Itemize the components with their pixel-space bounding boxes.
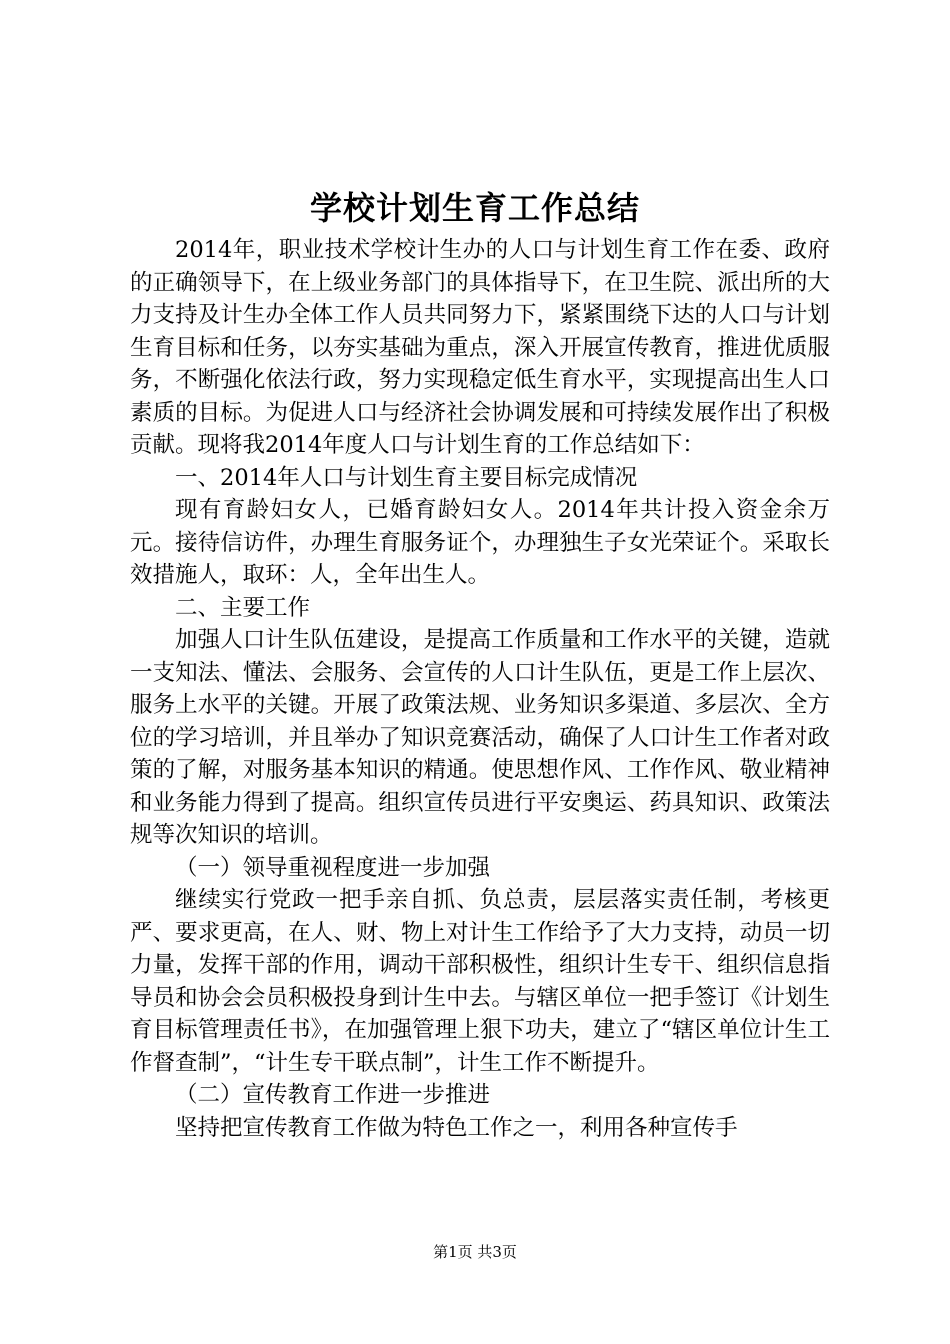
document-body <box>130 234 830 1144</box>
document-title: 学校计划生育工作总结 <box>309 189 640 227</box>
section-heading-goals: 一、2014年人口与计划生育主要目标完成情况 <box>175 464 638 491</box>
paragraph-intro: 2014年，职业技术学校计生办的人口与计划生育工作在委、政府的正确领导下，在上级业务部门的具体指导下，在卫生院、派出所的大力支持及计生办全体工作人员共同努力下，紧紧围绕下达的人口与计划生育目标和任务，以夯实基础为重点，深入开展宣传教育，推进优质服务，不断强化依法行政，努力实现稳定低生育水平，实现提高出生人口素质的目标。为促进人口与经济社会协调发展和可持续发展作出了积极贡献。现将我2014年度人口与计划生育的工作总结如下： <box>130 237 830 458</box>
paragraph-goals: 现有育龄妇女人，已婚育龄妇女人。2014年共计投入资金余万元。接待信访件，办理生育服务证个，办理独生子女光荣证个。采取长效措施人，取环：人，全年出生人。 <box>130 497 830 588</box>
section-heading-main-work: 二、主要工作 <box>175 594 311 621</box>
paragraph-leadership: 继续实行党政一把手亲自抓、负总责，层层落实责任制，考核更严、要求更高，在人、财、物上对计生工作给予了大力支持，动员一切力量，发挥干部的作用，调动干部积极性，组织计生专干、组织信息指导员和协会会员积极投身到计生中去。与辖区单位一把手签订《计划生育目标管理责任书》，在加强管理上狠下功夫，建立了“辖区单位计生工作督查制”，“计生专干联点制”，计生工作不断提升。 <box>130 887 830 1076</box>
paragraph-team-building: 加强人口计生队伍建设，是提高工作质量和工作水平的关键，造就一支知法、懂法、会服务、会宣传的人口计生队伍，更是工作上层次、服务上水平的关键。开展了政策法规、业务知识多渠道、多层次、全方位的学习培训，并且举办了知识竞赛活动，确保了人口计生工作者对政策的了解，对服务基本知识的精通。使思想作风、工作作风、敬业精神和业务能力得到了提高。组织宣传员进行平安奥运、药具知识、政策法规等次知识的培训。 <box>130 627 830 848</box>
subsection-heading-publicity: （二）宣传教育工作进一步推进 <box>175 1082 491 1108</box>
page-number: 第1页 共3页 <box>433 1243 517 1261</box>
paragraph-publicity: 坚持把宣传教育工作做为特色工作之一，利用各种宣传手 <box>175 1114 738 1141</box>
subsection-heading-leadership: （一）领导重视程度进一步加强 <box>175 854 491 881</box>
